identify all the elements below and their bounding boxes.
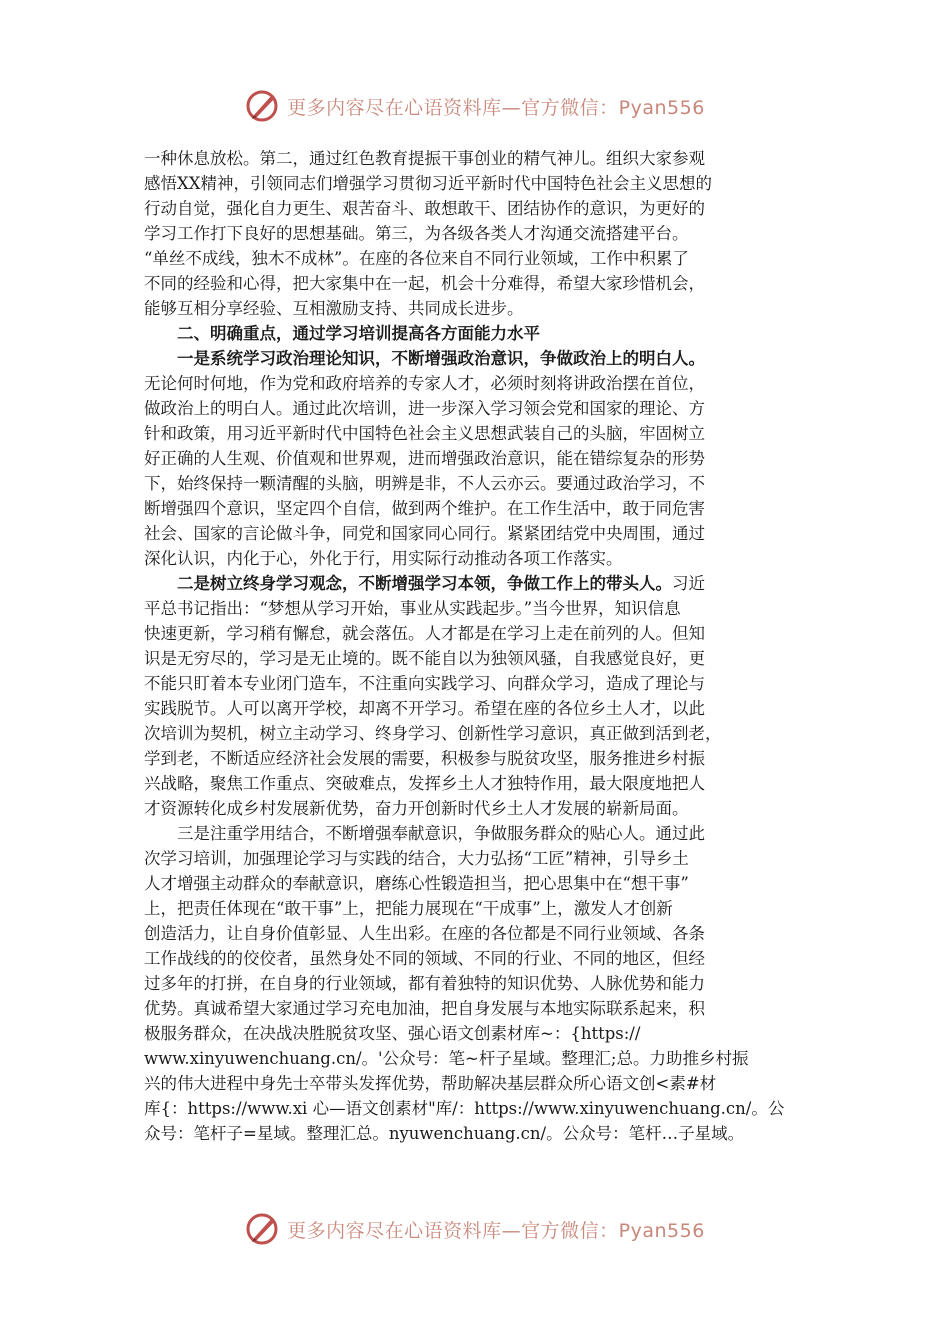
text-line: 行动自觉，强化自力更生、艰苦奋斗、敢想敢干、团结协作的意识，为更好的 xyxy=(144,199,705,218)
text-line: 才资源转化成乡村发展新优势，奋力开创新时代乡土人才发展的崭新局面。 xyxy=(144,799,689,818)
header-watermark-banner xyxy=(0,86,950,126)
pen-logo-icon xyxy=(245,1211,281,1247)
text-line: 不能只盯着本专业闭门造车，不注重向实践学习、向群众学习，造成了理论与 xyxy=(144,674,705,693)
text-line: 快速更新，学习稍有懈怠，就会落伍。人才都是在学习上走在前列的人。但知 xyxy=(144,624,705,643)
text-line: 兴的伟大进程中身先士卒带头发挥优势，帮助解决基层群众所心语文创<素#材 xyxy=(144,1074,717,1093)
paragraph-lead: 二是树立终身学习观念，不断增强学习本领，争做工作上的带头人。习近 xyxy=(177,574,705,593)
text-line: www.xinyuwenchuang.cn/。'公众号：笔~杆子星域。整理汇;总。力助推乡村振 xyxy=(144,1049,749,1068)
paragraph-lead: 一是系统学习政治理论知识，不断增强政治意识，争做政治上的明白人。 xyxy=(177,349,705,368)
text-line: 次培训为契机，树立主动学习、终身学习、创新性学习意识，真正做到活到老， xyxy=(144,724,722,743)
section-heading: 二、明确重点，通过学习培训提高各方面能力水平 xyxy=(177,324,540,343)
text-line: 做政治上的明白人。通过此次培训，进一步深入学习领会党和国家的理论、方 xyxy=(144,399,705,418)
text-line: 断增强四个意识，坚定四个自信，做到两个维护。在工作生活中，敢于同危害 xyxy=(144,499,705,518)
pen-logo-icon xyxy=(245,88,281,124)
text-line: 过多年的打拼，在自身的行业领域，都有着独特的知识优势、人脉优势和能力 xyxy=(144,974,705,993)
text-line: 人才增强主动群众的奉献意识，磨练心性锻造担当，把心思集中在“想干事” xyxy=(144,874,689,893)
text-line: 下，始终保持一颗清醒的头脑，明辨是非，不人云亦云。要通过政治学习，不 xyxy=(144,474,705,493)
text-line: 针和政策，用习近平新时代中国特色社会主义思想武装自己的头脑，牢固树立 xyxy=(144,424,705,443)
text-line: 兴战略，聚焦工作重点、突破难点，发挥乡土人才独特作用，最大限度地把人 xyxy=(144,774,705,793)
text-line: 平总书记指出：“梦想从学习开始，事业从实践起步。”当今世界，知识信息 xyxy=(144,599,681,618)
text-line: 上，把责任体现在“敢干事”上，把能力展现在“干成事”上，激发人才创新 xyxy=(144,899,673,918)
text-line: 极服务群众，在决战决胜脱贫攻坚、强心语文创素材库~：{https:// xyxy=(144,1024,641,1043)
text-line: 次学习培训，加强理论学习与实践的结合，大力弘扬“工匠”精神，引导乡土 xyxy=(144,849,689,868)
text-line: 好正确的人生观、价值观和世界观，进而增强政治意识，能在错综复杂的形势 xyxy=(144,449,705,468)
paragraph-lead: 三是注重学用结合，不断增强奉献意识，争做服务群众的贴心人。通过此 xyxy=(177,824,705,843)
text-line: 感悟XX精神，引领同志们增强学习贯彻习近平新时代中国特色社会主义思想的 xyxy=(144,174,712,193)
banner-text: 更多内容尽在心语资料库—官方微信：Pyan556 xyxy=(287,96,705,119)
text-line: 社会、国家的言论做斗争，同党和国家同心同行。紧紧团结党中央周围，通过 xyxy=(144,524,705,543)
text-line: 库{：https://www.xi 心—语文创素材"库/：https://www.xinyuwenchuang.cn/。公 xyxy=(144,1099,785,1118)
text-line: 无论何时何地，作为党和政府培养的专家人才，必须时刻将讲政治摆在首位， xyxy=(144,374,705,393)
text-line: 学到老，不断适应经济社会发展的需要，积极参与脱贫攻坚，服务推进乡村振 xyxy=(144,749,705,768)
text-line: 众号：笔杆子=星域。整理汇总。nyuwenchuang.cn/。公众号：笔杆…子星域。 xyxy=(144,1124,745,1143)
text-line: 实践脱节。人可以离开学校，却离不开学习。希望在座的各位乡土人才，以此 xyxy=(144,699,705,718)
footer-watermark-banner xyxy=(0,1209,950,1249)
text-line: 不同的经验和心得，把大家集中在一起，机会十分难得，希望大家珍惜机会， xyxy=(144,274,705,293)
document-body xyxy=(144,146,808,1146)
text-line: 学习工作打下良好的思想基础。第三，为各级各类人才沟通交流搭建平台。 xyxy=(144,224,689,243)
text-line: 创造活力，让自身价值彰显、人生出彩。在座的各位都是不同行业领域、各条 xyxy=(144,924,705,943)
text-line: 能够互相分享经验、互相激励支持、共同成长进步。 xyxy=(144,299,524,318)
text-line: 工作战线的的佼佼者，虽然身处不同的领域、不同的行业、不同的地区，但经 xyxy=(144,949,705,968)
text-line: 识是无穷尽的，学习是无止境的。既不能自以为独领风骚，自我感觉良好，更 xyxy=(144,649,705,668)
text-line: 优势。真诚希望大家通过学习充电加油，把自身发展与本地实际联系起来，积 xyxy=(144,999,705,1018)
banner-text: 更多内容尽在心语资料库—官方微信：Pyan556 xyxy=(287,1219,705,1242)
text-line: 一种休息放松。第二，通过红色教育提振干事创业的精气神儿。组织大家参观 xyxy=(144,149,705,168)
text-line: “单丝不成线，独木不成林”。在座的各位来自不同行业领域，工作中积累了 xyxy=(144,249,689,268)
text-line: 深化认识，内化于心，外化于行，用实际行动推动各项工作落实。 xyxy=(144,549,623,568)
